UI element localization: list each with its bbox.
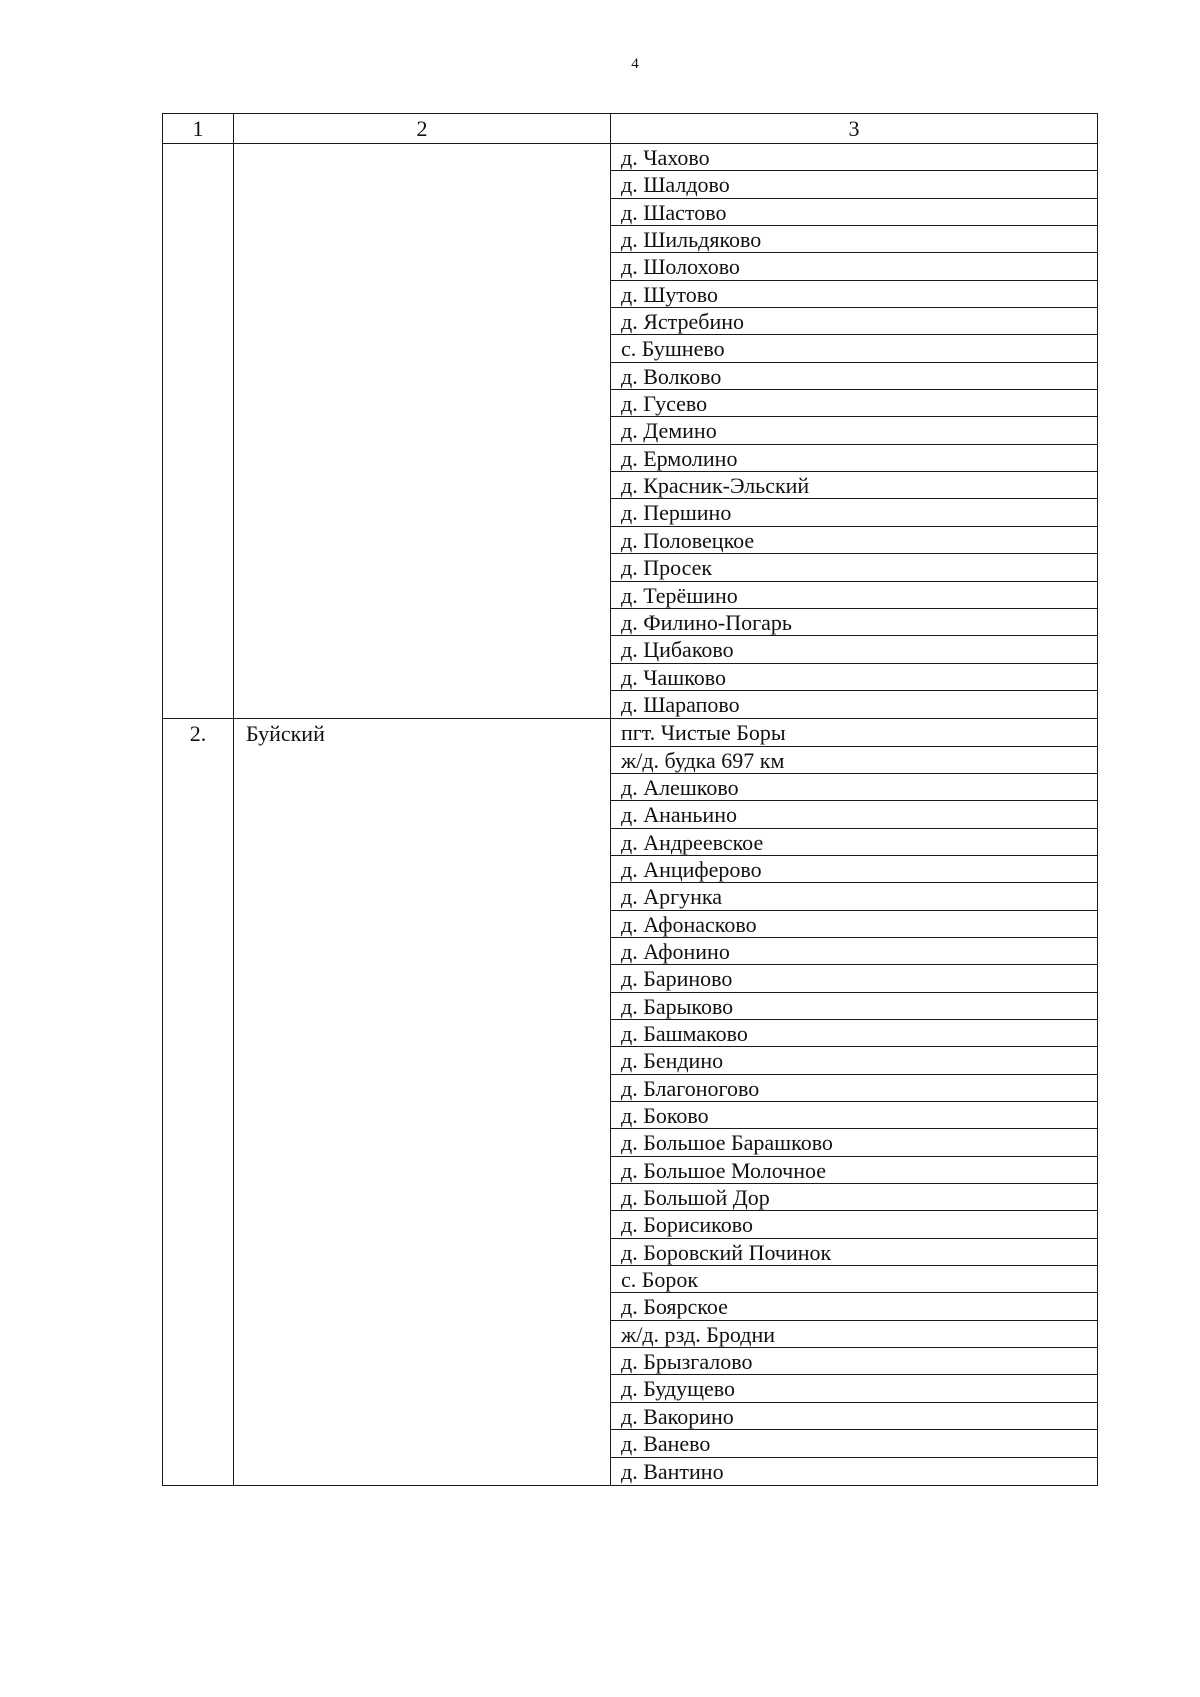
column-header-3: 3 xyxy=(611,114,1098,144)
settlement-item: д. Половецкое xyxy=(611,527,1097,554)
settlement-item: д. Борисиково xyxy=(611,1211,1097,1238)
settlement-item: д. Афонино xyxy=(611,938,1097,965)
settlement-item: д. Красник-Эльский xyxy=(611,472,1097,499)
district-name xyxy=(234,144,611,719)
settlement-item: д. Вантино xyxy=(621,1458,724,1484)
settlement-item: д. Бариново xyxy=(611,965,1097,992)
settlement-item: с. Борок xyxy=(611,1266,1097,1293)
settlement-item: д. Филино-Погарь xyxy=(611,609,1097,636)
settlement-item: д. Вакорино xyxy=(611,1403,1097,1430)
settlement-item: д. Чашково xyxy=(611,664,1097,691)
settlement-item: ж/д. рзд. Бродни xyxy=(611,1321,1097,1348)
settlement-item: д. Гусево xyxy=(611,390,1097,417)
settlement-item: д. Барыково xyxy=(611,993,1097,1020)
settlements-table xyxy=(162,113,1098,1486)
column-header-2: 2 xyxy=(234,114,611,144)
settlement-item: д. Першино xyxy=(611,499,1097,526)
settlement-item: д. Будущево xyxy=(611,1375,1097,1402)
settlement-item: д. Цибаково xyxy=(611,636,1097,663)
table-row xyxy=(163,719,1098,1486)
settlement-list xyxy=(611,144,1098,719)
settlement-item: с. Бушнево xyxy=(611,335,1097,362)
district-number xyxy=(163,144,234,719)
settlement-item: д. Боровский Починок xyxy=(611,1239,1097,1266)
table-header-row xyxy=(163,114,1098,144)
settlement-item: д. Благоногово xyxy=(611,1075,1097,1102)
settlement-item: д. Демино xyxy=(611,417,1097,444)
settlement-item: д. Бендино xyxy=(611,1047,1097,1074)
settlement-item: д. Волково xyxy=(611,363,1097,390)
settlement-item: д. Шастово xyxy=(611,199,1097,226)
settlement-item: д. Шарапово xyxy=(621,691,740,717)
column-header-1: 1 xyxy=(163,114,234,144)
settlement-item: д. Большой Дор xyxy=(611,1184,1097,1211)
settlement-item: д. Просек xyxy=(611,554,1097,581)
settlement-item: д. Башмаково xyxy=(611,1020,1097,1047)
settlement-item: д. Ванево xyxy=(611,1430,1097,1457)
settlement-item: д. Боярское xyxy=(611,1293,1097,1320)
settlement-item: д. Афонасково xyxy=(611,911,1097,938)
settlement-item: д. Аргунка xyxy=(611,883,1097,910)
settlement-item: д. Алешково xyxy=(611,774,1097,801)
district-name: Буйский xyxy=(234,719,611,1486)
settlement-item: д. Чахово xyxy=(611,144,1097,171)
district-number: 2. xyxy=(163,719,234,1486)
settlement-item: ж/д. будка 697 км xyxy=(611,747,1097,774)
settlement-item: д. Андреевское xyxy=(611,829,1097,856)
settlement-item: д. Боково xyxy=(611,1102,1097,1129)
settlement-item: д. Терёшино xyxy=(611,582,1097,609)
table-row xyxy=(163,144,1098,719)
settlement-list xyxy=(611,719,1098,1486)
settlement-item: д. Ермолино xyxy=(611,445,1097,472)
settlement-item: д. Брызгалово xyxy=(611,1348,1097,1375)
table-body xyxy=(163,144,1098,1486)
settlement-item: д. Шильдяково xyxy=(611,226,1097,253)
settlement-item: д. Ястребино xyxy=(611,308,1097,335)
page-number: 4 xyxy=(631,56,639,72)
settlement-item: д. Шалдово xyxy=(611,171,1097,198)
settlement-item: д. Большое Барашково xyxy=(611,1129,1097,1156)
settlement-item: д. Анциферово xyxy=(611,856,1097,883)
settlement-item: д. Ананьино xyxy=(611,801,1097,828)
settlement-item: д. Шутово xyxy=(611,281,1097,308)
settlement-item: д. Шолохово xyxy=(611,253,1097,280)
settlement-item: пгт. Чистые Боры xyxy=(611,719,1097,746)
settlement-item: д. Большое Молочное xyxy=(611,1157,1097,1184)
